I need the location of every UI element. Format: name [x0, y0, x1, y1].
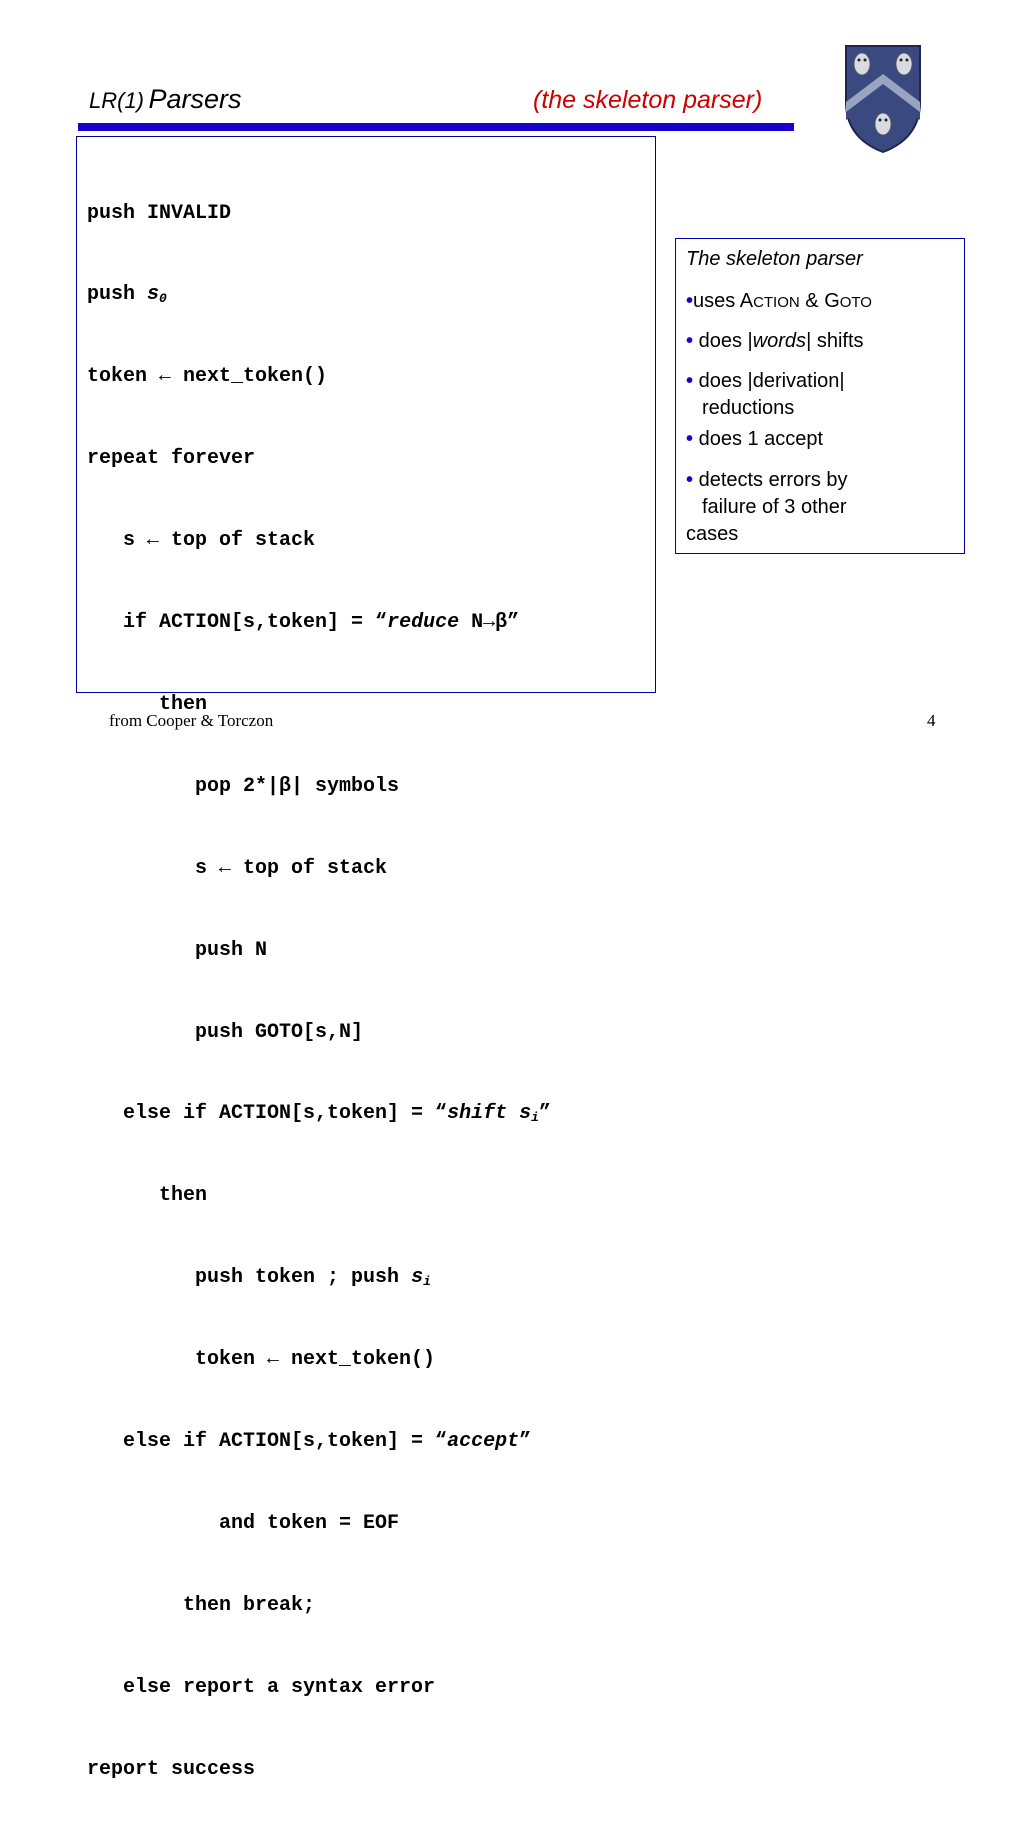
code-line-5: s ← top of stack: [87, 529, 316, 553]
note-item-2: • does |words| shifts: [686, 330, 864, 352]
code-line-18: then break;: [87, 1593, 316, 1617]
skeleton-parser-notes: [675, 238, 965, 554]
bullet-icon: •: [686, 370, 694, 392]
code-line-2: push $s_0$: [87, 283, 167, 307]
bullet-icon: •: [686, 290, 694, 312]
code-line-14: push token ; push $s_i$: [87, 1266, 431, 1290]
pseudocode: [87, 145, 551, 1837]
footer-credit: from Cooper & Torczon: [109, 711, 274, 730]
note-item-3: • does |derivation| reductions: [686, 370, 845, 419]
code-line-1: push INVALID: [87, 201, 232, 225]
notes-title: The skeleton parser: [686, 248, 863, 270]
code-line-8: pop 2*|β| symbols: [87, 774, 400, 798]
code-line-13: then: [87, 1184, 208, 1208]
slide-subtitle: (the skeleton parser): [533, 86, 763, 114]
code-line-16: else if ACTION[s,token] = “accept”: [87, 1429, 532, 1453]
code-line-12: else if ACTION[s,token] = “shift $s_i$”: [87, 1102, 551, 1126]
note-item-4: • does 1 accept: [686, 428, 824, 450]
rice-shield-logo: [842, 40, 924, 156]
code-line-9: s ← top of stack: [87, 856, 388, 880]
code-line-7: then: [87, 692, 208, 716]
slide-title: [89, 84, 242, 115]
code-line-20: report success: [87, 1757, 256, 1781]
code-line-6: if ACTION[s,token] = “reduce N→β”: [87, 611, 520, 635]
bullet-icon: •: [686, 469, 694, 491]
code-line-4: repeat forever: [87, 447, 256, 471]
code-line-11: push GOTO[s,N]: [87, 1020, 364, 1044]
title-prefix: LR(1): [89, 88, 145, 113]
code-line-19: else report a syntax error: [87, 1675, 436, 1699]
title-divider: [78, 123, 794, 131]
note-item-1: •uses ACTION & GOTO: [686, 290, 872, 312]
bullet-icon: •: [686, 330, 694, 352]
code-line-15: token ← next_token(): [87, 1348, 436, 1372]
bullet-icon: •: [686, 428, 694, 450]
code-line-3: token ← next_token(): [87, 365, 328, 389]
note-item-5: • detects errors by failure of 3 other cases: [686, 469, 848, 545]
title-main: Parsers: [148, 84, 242, 114]
code-line-10: push N: [87, 938, 268, 962]
page-number: 4: [927, 711, 936, 730]
code-line-17: and token = EOF: [87, 1511, 400, 1535]
